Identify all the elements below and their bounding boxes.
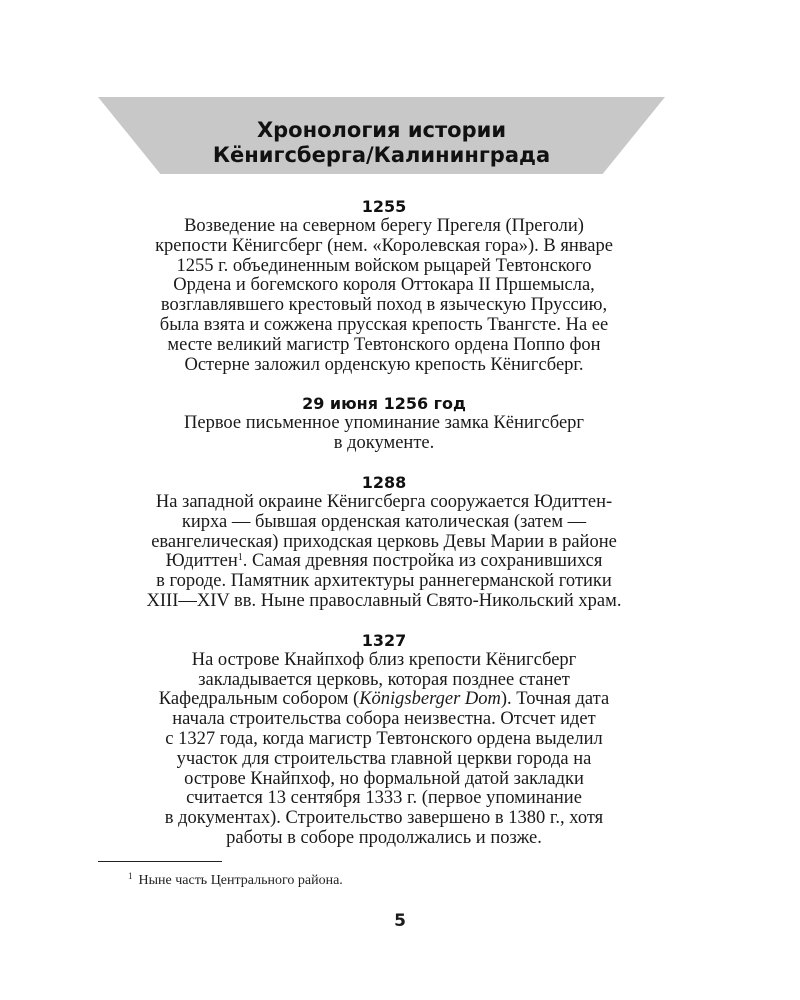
title-line-2: Кёнигсберга/Калининграда (212, 143, 551, 167)
entry-text-line: участок для строительства главной церкви города на (176, 748, 592, 769)
entry-1255 (100, 197, 668, 375)
footnote-marker: 1 (128, 871, 133, 881)
entry-text-line: На острове Кнайпхоф близ крепости Кёнигсберг (191, 649, 577, 670)
entry-text-line: возглавлявшего крестовый поход в языческую Пруссию, (160, 295, 608, 316)
entry-text-line: Ордена и богемского короля Оттокара II Пршемысла, (173, 275, 595, 296)
entry-text-line: острове Кнайпхоф, но формальной датой закладки (184, 768, 584, 789)
entry-text-line: 1255 г. объединенным войском рыцарей Тевтонского (176, 255, 592, 276)
entry-year: 29 июня 1256 год (302, 394, 466, 414)
entry-1327 (100, 631, 668, 849)
entry-year: 1255 (361, 197, 407, 216)
entry-text-line: На западной окраине Кёнигсберга сооружается Юдиттен- (155, 491, 613, 512)
entry-text-line: евангелическая) приходская церковь Девы Марии в районе (151, 531, 617, 552)
entry-text-line: работы в соборе продолжались и позже. (226, 827, 542, 848)
entry-year: 1288 (361, 472, 407, 492)
entry-text-fragment: Кафедральным собором ( (158, 689, 360, 710)
page-number: 5 (394, 911, 406, 931)
entry-text-line: Первое письменное упоминание замка Кёнигсберг (184, 413, 584, 434)
entry-text-line: считается 13 сентября 1333 г. (первое упоминание (186, 788, 582, 809)
page-title (98, 118, 665, 168)
entry-text-line: Возведение на северном берегу Прегеля (Преголи) (184, 216, 584, 236)
entry-text-line: начала строительства собора неизвестна. Отсчет идет (172, 709, 596, 730)
chronology-entries (100, 197, 668, 868)
footnote-text: Ныне часть Центрального района. (138, 873, 343, 888)
entry-1256 (100, 394, 668, 454)
entry-text-line: была взята и сожжена прусская крепость Твангсте. На ее (159, 314, 609, 335)
entry-year: 1327 (361, 630, 407, 650)
entry-text-line: месте великий магистр Тевтонского ордена Поппо фон (167, 334, 601, 355)
entry-text-line: кирха — бывшая орденская католическая (затем — (181, 511, 587, 532)
entry-text-fragment: Юдиттен (165, 551, 238, 572)
footnote (128, 873, 343, 889)
entry-text-line (100, 552, 668, 572)
entry-1288 (100, 473, 668, 612)
entry-text-line: в документах). Строительство завершено в 1380 г., хотя (164, 808, 604, 829)
italic-term: Königsberger Dom (359, 689, 501, 710)
entry-text-line: в документе. (333, 433, 435, 454)
footnote-ref: 1 (237, 552, 243, 564)
entry-text-line: с 1327 года, когда магистр Тевтонского ордена выделил (165, 728, 603, 749)
entry-text-line: крепости Кёнигсберг (нем. «Королевская гора»). В январе (155, 235, 613, 256)
entry-text-fragment: ). Точная дата (500, 689, 610, 710)
entry-text-line: в городе. Памятник архитектуры раннегерманской готики (156, 571, 612, 592)
footnote-divider (98, 861, 222, 862)
entry-text-fragment: . Самая древняя постройка из сохранившихся (242, 551, 603, 572)
entry-text-line: закладывается церковь, которая позднее станет (198, 669, 570, 690)
entry-text-line: XIII—XIV вв. Ныне православный Свято-Никольский храм. (146, 590, 622, 611)
entry-text-line: Остерне заложил орденскую крепость Кёнигсберг. (184, 354, 584, 375)
title-line-1: Хронология истории (256, 118, 507, 142)
entry-text-line (100, 690, 668, 710)
